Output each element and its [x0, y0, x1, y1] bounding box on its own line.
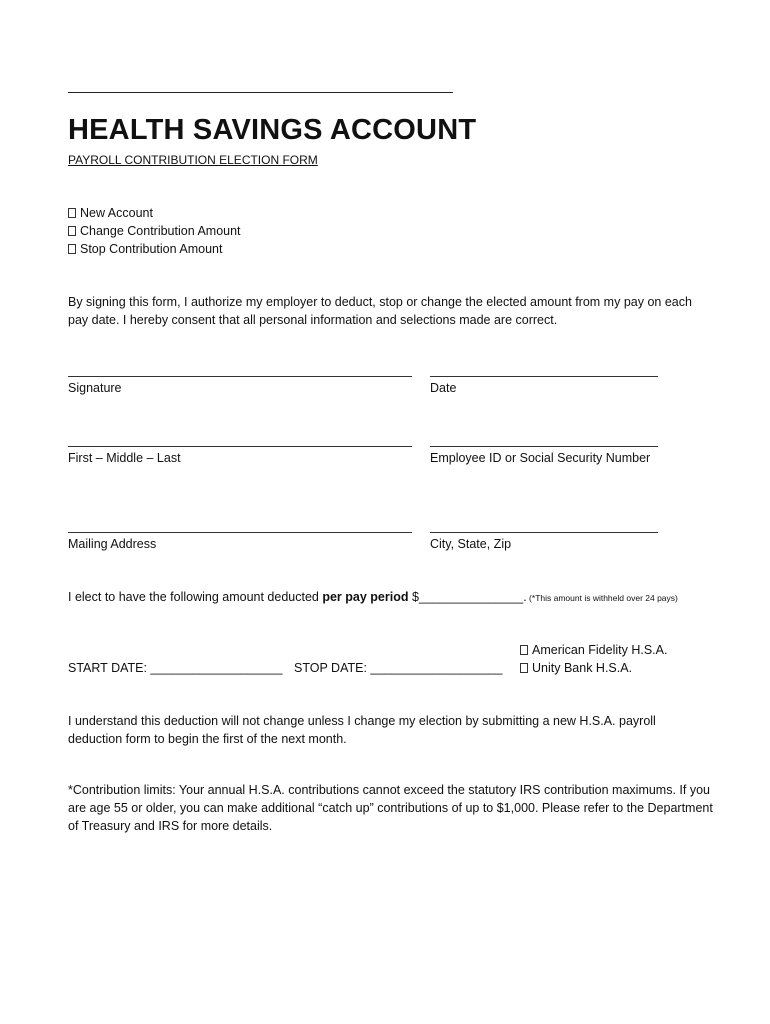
election-period: . — [523, 590, 527, 604]
mailing-address-line[interactable] — [68, 532, 412, 533]
signature-line[interactable] — [68, 376, 412, 377]
provider-label: Unity Bank H.S.A. — [532, 661, 633, 675]
option-new-account[interactable] — [68, 206, 153, 220]
start-date-label: START DATE: — [68, 661, 151, 675]
election-note: (*This amount is withheld over 24 pays) — [526, 593, 678, 603]
signature-label: Signature — [68, 381, 122, 395]
name-label: First – Middle – Last — [68, 451, 181, 465]
option-label: New Account — [80, 206, 153, 220]
form-subtitle: PAYROLL CONTRIBUTION ELECTION FORM — [68, 153, 318, 167]
provider-american-fidelity[interactable] — [520, 643, 667, 657]
mailing-address-label: Mailing Address — [68, 537, 157, 551]
election-statement — [68, 590, 678, 604]
option-stop-amount[interactable] — [68, 242, 222, 256]
authorization-text: By signing this form, I authorize my employer to deduct, stop or change the elected amount from my pay on each pay date. I hereby consent that all personal information and selections made are correct. — [68, 295, 692, 327]
election-amount-blank[interactable]: _______________ — [418, 590, 524, 604]
stop-date-blank[interactable]: ___________________ — [370, 661, 503, 675]
checkbox-unity-bank[interactable] — [520, 663, 528, 673]
form-title: HEALTH SAVINGS ACCOUNT — [68, 114, 477, 146]
stop-date-label: STOP DATE: — [294, 661, 371, 675]
election-per-pay-period: per pay period — [322, 590, 409, 604]
provider-label: American Fidelity H.S.A. — [532, 643, 668, 657]
stop-date — [294, 661, 503, 675]
start-date-blank[interactable]: ___________________ — [150, 661, 283, 675]
understand-text: I understand this deduction will not change unless I change my election by submitting a new H.S.A. payroll deduction form to begin the first of the next month. — [68, 714, 656, 746]
provider-unity-bank[interactable] — [520, 661, 632, 675]
checkbox-stop-amount[interactable] — [68, 244, 76, 254]
city-state-zip-line[interactable] — [430, 532, 658, 533]
election-prefix: I elect to have the following amount deducted — [68, 590, 323, 604]
contribution-limits-text: *Contribution limits: Your annual H.S.A. contributions cannot exceed the statutory IRS contribution maximums. If you are age 55 or older, you can make additional “catch up” contributions of up to $1,000. Please refer to the Department of Treasury and IRS for more details. — [68, 783, 713, 833]
checkbox-american-fidelity[interactable] — [520, 645, 528, 655]
date-label: Date — [430, 381, 457, 395]
employee-id-line[interactable] — [430, 446, 658, 447]
name-line[interactable] — [68, 446, 412, 447]
date-line[interactable] — [430, 376, 658, 377]
option-label: Stop Contribution Amount — [80, 242, 223, 256]
election-currency: $ — [408, 590, 419, 604]
start-date — [68, 661, 283, 675]
option-change-amount[interactable] — [68, 224, 241, 238]
option-label: Change Contribution Amount — [80, 224, 241, 238]
top-rule — [68, 92, 453, 93]
checkbox-change-amount[interactable] — [68, 226, 76, 236]
city-state-zip-label: City, State, Zip — [430, 537, 512, 551]
checkbox-new-account[interactable] — [68, 208, 76, 218]
employee-id-label: Employee ID or Social Security Number — [430, 451, 651, 465]
